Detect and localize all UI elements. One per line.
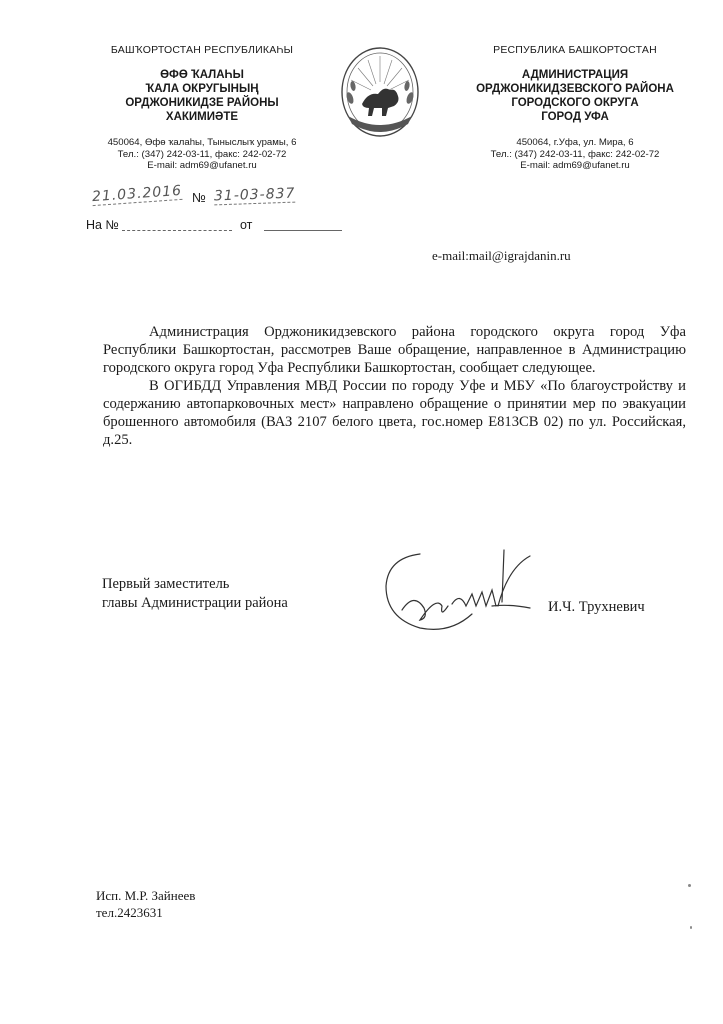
- recipient-email: e-mail:mail@igrajdanin.ru: [432, 248, 571, 263]
- reply-number-blank: [122, 230, 232, 231]
- signatory-title: [102, 575, 288, 613]
- reply-date-blank: [264, 230, 342, 231]
- handwritten-signature-icon: [380, 548, 550, 634]
- header-right-republic: РЕСПУБЛИКА БАШКОРТОСТАН: [493, 44, 657, 56]
- scan-speck: [688, 884, 691, 887]
- executor-phone: тел.2423631: [96, 905, 163, 920]
- reply-from-label: от: [240, 218, 253, 232]
- executor-name: Исп. М.Р. Зайнеев: [96, 888, 196, 903]
- header-right-address-line: 450064, г.Уфа, ул. Мира, 6: [516, 137, 634, 148]
- registration-line: [86, 182, 366, 212]
- signatory-title-line: Первый заместитель: [102, 576, 230, 592]
- header-right-address-line: Тел.: (347) 242-03-11, факс: 242-02-72: [490, 148, 660, 160]
- header-left-republic: БАШҠОРТОСТАН РЕСПУБЛИКАҺЫ: [110, 44, 294, 56]
- header-right-block: [455, 44, 695, 172]
- scan-speck: [690, 926, 692, 929]
- header-left-block: [74, 44, 330, 172]
- reply-reference-line: [86, 218, 366, 236]
- header-right-address: [455, 137, 695, 172]
- header-left-org-line: ӨФӨ ҠАЛАҺЫ: [160, 69, 244, 81]
- header-right-address-line: E-mail: adm69@ufanet.ru: [520, 160, 630, 171]
- header-left-address-line: E-mail: adm69@ufanet.ru: [147, 160, 257, 171]
- reply-number-label: На №: [86, 218, 119, 232]
- signatory-name: И.Ч. Трухневич: [548, 599, 645, 615]
- header-left-address-line: 450064, Өфө ҡалаһы, Тыныслыҡ урамы, 6: [107, 137, 297, 148]
- header-left-org-line: ҠАЛА ОКРУГЫНЫҢ: [145, 83, 259, 95]
- body-paragraph: В ОГИБДД Управления МВД России по городу Уфе и МБУ «По благоустройству и содержанию автопарковочных мест» направлено обращение о принятии мер по эвакуации брошенного автомобиля (ВАЗ 2107 белого цвета, гос.номер Е813СВ 02) по ул. Российская, д.25.: [103, 378, 686, 448]
- header-right-org-line: АДМИНИСТРАЦИЯ: [521, 69, 629, 81]
- signatory-title-line: главы Администрации района: [102, 595, 288, 611]
- header-left-org-line: ОРДЖОНИКИДЗЕ РАЙОНЫ: [125, 97, 279, 109]
- bashkortostan-coat-of-arms-icon: [338, 42, 422, 138]
- registration-number: 31-03-837: [213, 185, 296, 205]
- registration-date: 21.03.2016: [91, 182, 183, 206]
- header-left-address: [74, 137, 330, 172]
- body-paragraph: Администрация Орджоникидзевского района городского округа город Уфа Республики Башкортостан, рассмотрев Ваше обращение, направленное в Администрацию городского округа город Уфа Республики Башкортостан, сообщает следующее.: [103, 324, 686, 376]
- header-left-organization: [74, 68, 330, 124]
- registration-number-label: №: [192, 190, 206, 205]
- executor-info: [96, 887, 195, 921]
- header-left-address-line: Тел.: (347) 242-03-11, факс: 242-02-72: [117, 148, 287, 160]
- header-left-org-line: ХАКИМИӘТЕ: [165, 111, 239, 123]
- letter-body: [103, 323, 686, 449]
- header-right-org-line: ГОРОДСКОГО ОКРУГА: [511, 97, 639, 109]
- header-right-org-line: ГОРОД УФА: [541, 111, 609, 123]
- header-right-org-line: ОРДЖОНИКИДЗЕВСКОГО РАЙОНА: [476, 83, 674, 95]
- header-right-organization: [455, 68, 695, 124]
